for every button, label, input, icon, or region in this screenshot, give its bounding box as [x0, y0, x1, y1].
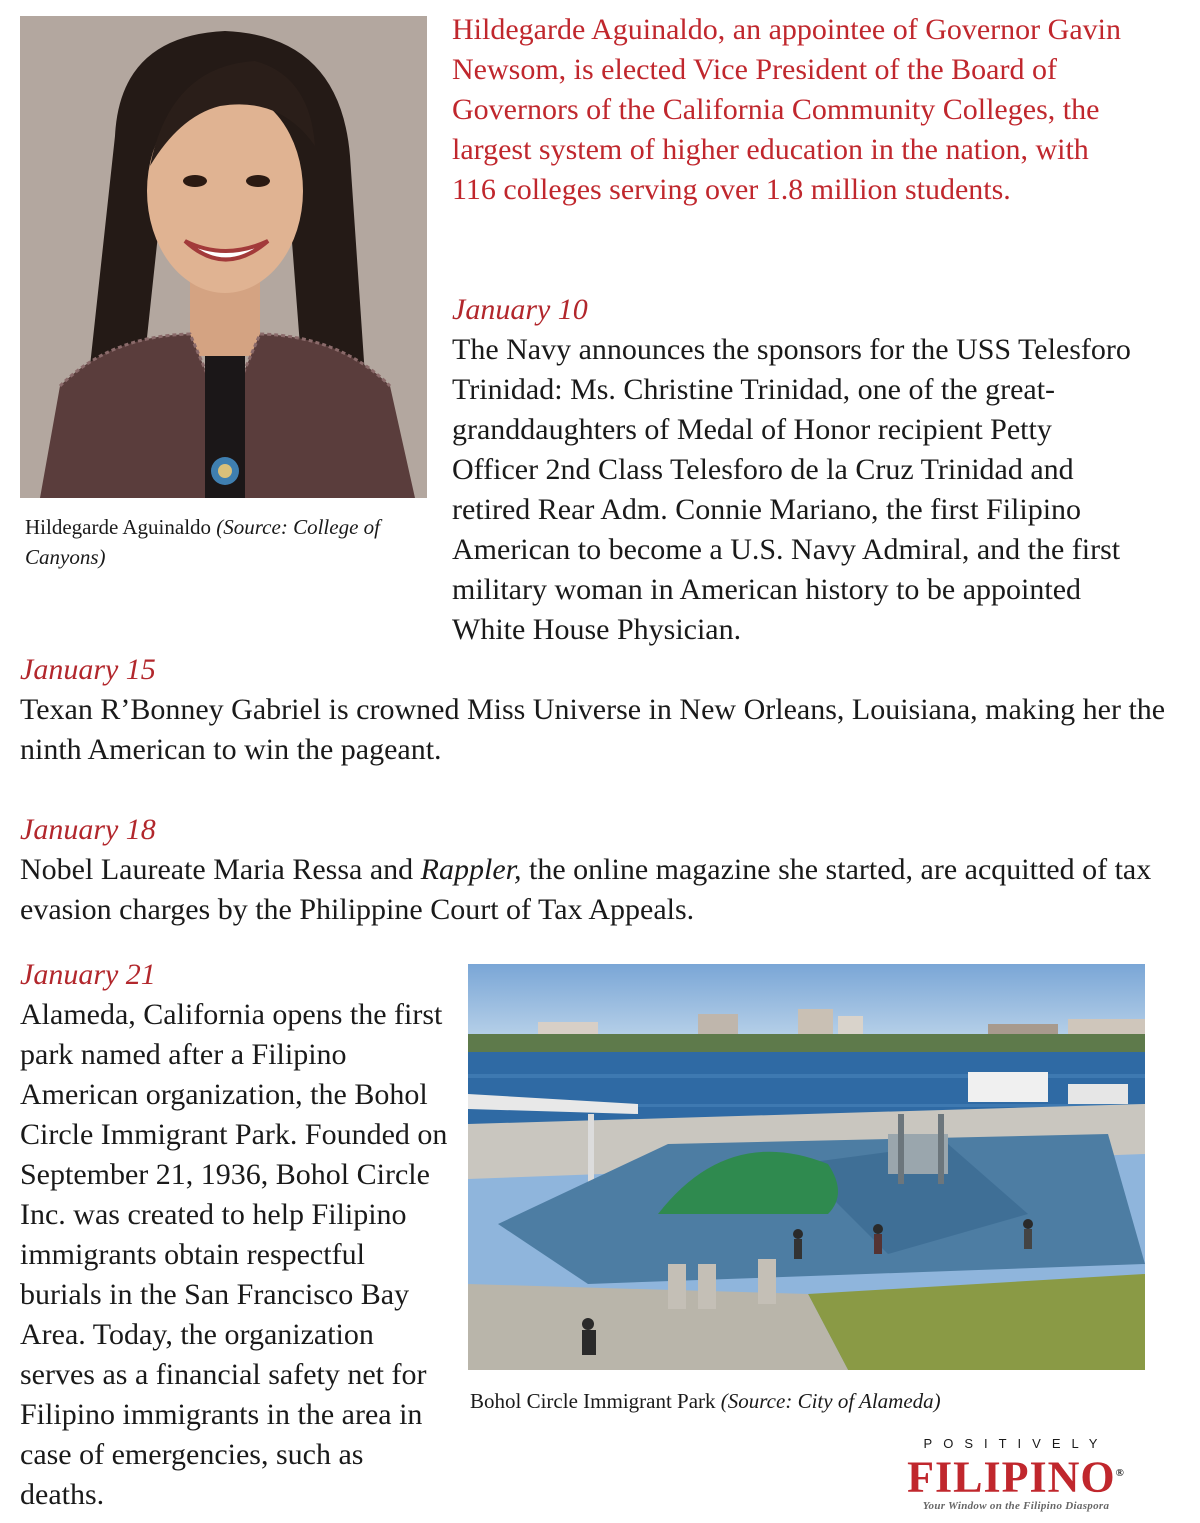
entry-body-jan-18-pre: Nobel Laureate Maria Ressa and: [20, 853, 421, 886]
entry-body-jan-10: The Navy announces the sponsors for the USS Telesforo Trinidad: Ms. Christine Trinidad, one of the great-granddaughters of Medal of Honor recipient Petty Officer 2nd Class Telesforo de la Cruz Trinidad and retired Rear Adm. Connie Mariano, the first Filipino American to become a U.S. Navy Admiral, and the first military woman in American history to be appointed White House Physician.: [452, 333, 1131, 646]
logo-registered-mark: ®: [1115, 1467, 1125, 1479]
portrait-photo: [20, 16, 427, 498]
entry-date-jan-15: January 15: [20, 653, 156, 686]
logo-top-text: POSITIVELY: [923, 1436, 1109, 1451]
logo-main-word: FILIPINO: [907, 1452, 1116, 1502]
portrait-caption: [25, 512, 425, 572]
park-caption-name: Bohol Circle Immigrant Park: [470, 1389, 721, 1413]
logo-tagline: Your Window on the Filipino Diaspora: [922, 1499, 1110, 1512]
entry-date-jan-10: January 10: [452, 293, 588, 326]
park-caption: [470, 1386, 1150, 1416]
entry-date-jan-21: January 21: [20, 958, 156, 991]
entry-body-jan-15: Texan R’Bonney Gabriel is crowned Miss Universe in New Orleans, Louisiana, making her the ninth American to win the pageant.: [20, 693, 1166, 766]
lede-paragraph: Hildegarde Aguinaldo, an appointee of Governor Gavin Newsom, is elected Vice President of the Board of Governors of the California Community Colleges, the largest system of higher education in the nation, with 116 colleges serving over 1.8 million students.: [452, 13, 1121, 206]
park-caption-source: (Source: City of Alameda): [720, 1389, 941, 1413]
entry-body-jan-21: Alameda, California opens the first park named after a Filipino American organization, the Bohol Circle Immigrant Park. Founded on September 21, 1936, Bohol Circle Inc. was created to help Filipino immigrants obtain respectful burials in the San Francisco Bay Area. Today, the organization serves as a financial safety net for Filipino immigrants in the area in case of emergencies, such as deaths.: [20, 998, 448, 1511]
portrait-caption-source: (Source: College of Canyons): [25, 515, 380, 569]
entry-body-jan-18-post: the online magazine she started, are acquitted of tax evasion charges by the Philippine Court of Tax Appeals.: [20, 853, 1152, 926]
entry-date-jan-18: January 18: [20, 813, 156, 846]
portrait-caption-name: Hildegarde Aguinaldo: [25, 515, 217, 539]
positively-filipino-logo: [896, 1436, 1136, 1516]
park-photo: [468, 964, 1145, 1370]
logo-main-text: [896, 1452, 1136, 1502]
entry-body-jan-18-italic: Rappler,: [420, 853, 522, 886]
entry-body-jan-18: [20, 850, 1170, 930]
